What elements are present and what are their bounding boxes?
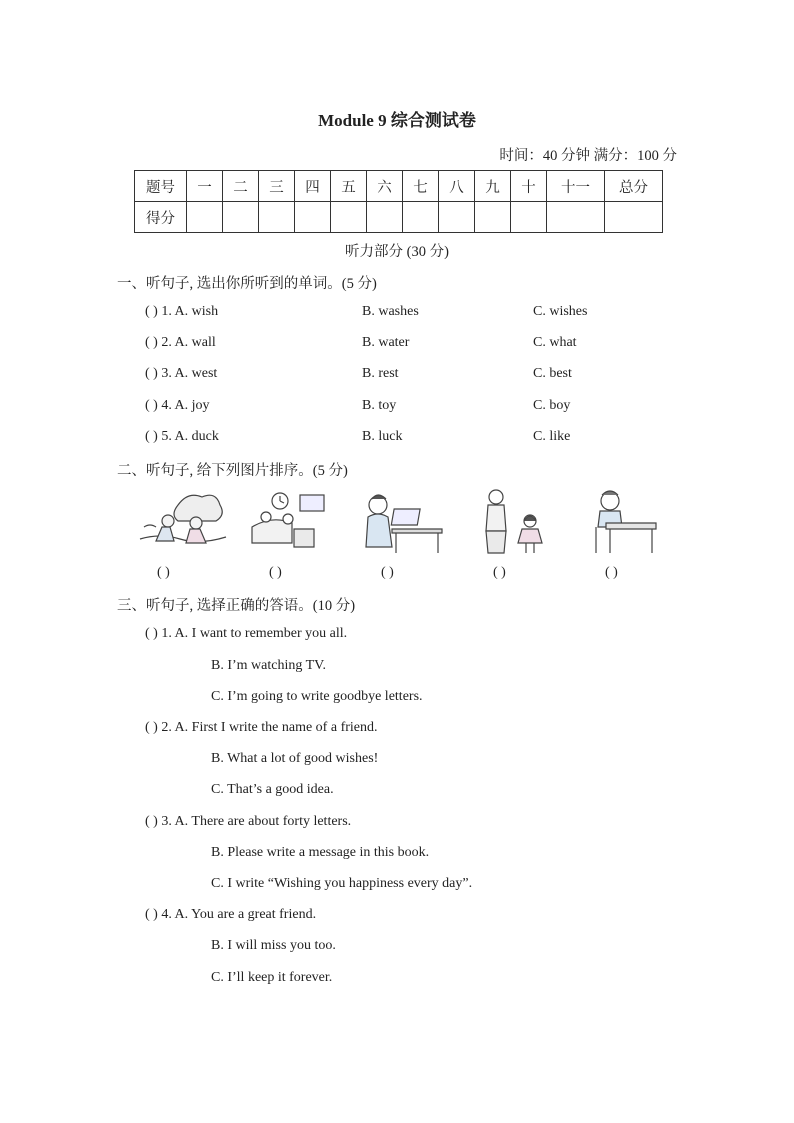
part2-pictures <box>134 487 674 557</box>
score-cell[interactable] <box>547 202 605 233</box>
score-header-label: 题号 <box>135 171 187 202</box>
score-col: 七 <box>403 171 439 202</box>
part1-q4-b: B. toy <box>362 398 397 413</box>
part2-blank-5[interactable]: ( ) <box>605 565 618 580</box>
score-table-header-row <box>135 171 663 202</box>
time-info: 时间：40 分钟 满分：100 分 <box>499 148 677 164</box>
part2-blank-1[interactable]: ( ) <box>157 565 170 580</box>
score-cell[interactable] <box>511 202 547 233</box>
part1-q2-b: B. water <box>362 335 410 350</box>
picture-adult-child-icon <box>474 487 564 557</box>
part3-q1-b: B. I’m watching TV. <box>211 658 326 673</box>
score-col: 九 <box>475 171 511 202</box>
picture-kids-playing-icon <box>138 487 228 557</box>
score-row-label: 得分 <box>135 202 187 233</box>
listening-section-title: 听力部分 (30 分) <box>345 244 449 260</box>
part3-q4-a: ( ) 4. A. You are a great friend. <box>145 907 317 922</box>
part1-q2-c: C. what <box>533 335 577 350</box>
picture-boy-laptop-icon <box>362 487 452 557</box>
score-table-score-row <box>135 202 663 233</box>
score-col: 十 <box>511 171 547 202</box>
score-cell[interactable] <box>439 202 475 233</box>
score-col: 八 <box>439 171 475 202</box>
score-cell[interactable] <box>331 202 367 233</box>
part1-q3-b: B. rest <box>362 366 399 381</box>
part1-q4-a: ( ) 4. A. joy <box>145 398 210 413</box>
part2-heading: 二、听句子, 给下列图片排序。(5 分) <box>117 463 348 479</box>
part3-q2-b: B. What a lot of good wishes! <box>211 751 379 766</box>
part2-blank-3[interactable]: ( ) <box>381 565 394 580</box>
score-col: 一 <box>187 171 223 202</box>
part1-q1-c: C. wishes <box>533 304 588 319</box>
score-cell[interactable] <box>223 202 259 233</box>
part2-blank-2[interactable]: ( ) <box>269 565 282 580</box>
score-table <box>134 170 663 233</box>
part1-q1-b: B. washes <box>362 304 419 319</box>
picture-clock-tv-icon <box>250 487 340 557</box>
score-cell[interactable] <box>367 202 403 233</box>
part1-q3-a: ( ) 3. A. west <box>145 366 218 381</box>
part1-q4-c: C. boy <box>533 398 571 413</box>
score-col: 三 <box>259 171 295 202</box>
part1-q3-c: C. best <box>533 366 572 381</box>
part3-q1-c: C. I’m going to write goodbye letters. <box>211 689 423 704</box>
score-cell[interactable] <box>403 202 439 233</box>
part1-q5-c: C. like <box>533 429 571 444</box>
part3-q3-b: B. Please write a message in this book. <box>211 845 430 860</box>
score-cell[interactable] <box>475 202 511 233</box>
part3-q2-c: C. That’s a good idea. <box>211 782 334 797</box>
score-cell[interactable] <box>259 202 295 233</box>
score-col-total: 总分 <box>605 171 663 202</box>
part1-q1-a: ( ) 1. A. wish <box>145 304 219 319</box>
part1-q2-a: ( ) 2. A. wall <box>145 335 216 350</box>
score-col: 五 <box>331 171 367 202</box>
part3-q1-a: ( ) 1. A. I want to remember you all. <box>145 626 348 641</box>
part3-heading: 三、听句子, 选择正确的答语。(10 分) <box>117 598 356 614</box>
part3-q2-a: ( ) 2. A. First I write the name of a friend. <box>145 720 378 735</box>
score-cell[interactable] <box>187 202 223 233</box>
score-cell[interactable] <box>605 202 663 233</box>
part2-blank-4[interactable]: ( ) <box>493 565 506 580</box>
score-col: 十一 <box>547 171 605 202</box>
part3-q4-b: B. I will miss you too. <box>211 938 336 953</box>
part3-q4-c: C. I’ll keep it forever. <box>211 970 333 985</box>
score-col: 六 <box>367 171 403 202</box>
score-col: 四 <box>295 171 331 202</box>
score-col: 二 <box>223 171 259 202</box>
picture-child-desk-icon <box>586 487 676 557</box>
part1-q5-b: B. luck <box>362 429 403 444</box>
page-title: Module 9 综合测试卷 <box>318 111 476 130</box>
part1-q5-a: ( ) 5. A. duck <box>145 429 219 444</box>
part3-q3-c: C. I write “Wishing you happiness every day”. <box>211 876 473 891</box>
part1-heading: 一、听句子, 选出你所听到的单词。(5 分) <box>117 276 377 292</box>
score-cell[interactable] <box>295 202 331 233</box>
part3-q3-a: ( ) 3. A. There are about forty letters. <box>145 814 352 829</box>
